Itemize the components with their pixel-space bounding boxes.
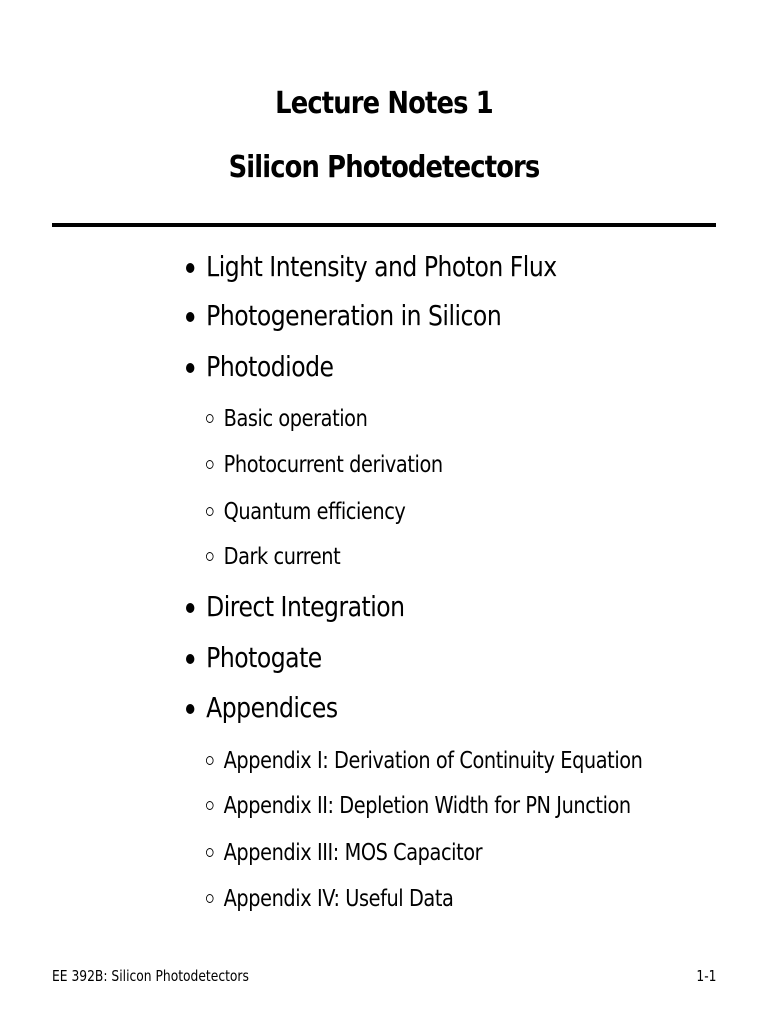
outline-subitem: [206, 747, 642, 775]
outline-subitem: [206, 885, 453, 913]
outline-subitem-text: Appendix III: MOS Capacitor: [223, 840, 483, 866]
outline-subitem-text: Appendix I: Derivation of Continuity Equation: [223, 748, 643, 774]
outline-item: [186, 641, 322, 675]
footer-course-title: EE 392B: Silicon Photodetectors: [52, 967, 249, 985]
circle-bullet-icon: [206, 552, 214, 561]
circle-bullet-icon: [206, 894, 214, 903]
outline-item: [186, 299, 501, 333]
outline-item-text: Photogate: [206, 641, 322, 674]
circle-bullet-icon: [206, 801, 214, 810]
outline-subitem: [206, 405, 367, 433]
outline-subitem-text: Basic operation: [223, 406, 368, 432]
outline-item: [186, 250, 557, 284]
outline-item-text: Direct Integration: [206, 590, 405, 623]
bullet-icon: [186, 263, 194, 273]
outline-subitem-text: Dark current: [223, 544, 341, 570]
bullet-icon: [186, 654, 194, 664]
outline-subitem: [206, 498, 405, 526]
outline-subitem-text: Appendix II: Depletion Width for PN Junction: [223, 793, 631, 819]
circle-bullet-icon: [206, 460, 214, 469]
bullet-icon: [186, 363, 194, 373]
outline-item: [186, 590, 405, 624]
outline-subitem: [206, 792, 631, 820]
bullet-icon: [186, 603, 194, 613]
outline-subitem-text: Appendix IV: Useful Data: [223, 886, 454, 912]
outline-subitem: [206, 839, 482, 867]
outline-item: [186, 350, 333, 384]
circle-bullet-icon: [206, 414, 214, 423]
outline-subitem-text: Quantum efficiency: [223, 499, 406, 525]
footer-page-number: 1-1: [695, 967, 716, 985]
outline-subitem: [206, 543, 340, 571]
bullet-icon: [186, 704, 194, 714]
outline-item: [186, 691, 338, 725]
outline-item-text: Photogeneration in Silicon: [206, 299, 502, 332]
circle-bullet-icon: [206, 756, 214, 765]
outline-subitem-text: Photocurrent derivation: [223, 452, 443, 478]
outline-item-text: Photodiode: [206, 350, 334, 383]
page-subtitle: Silicon Photodetectors: [228, 150, 540, 185]
outline-subitem: [206, 451, 443, 479]
outline-item-text: Light Intensity and Photon Flux: [206, 250, 557, 283]
title-divider: [52, 223, 716, 227]
outline-item-text: Appendices: [206, 691, 338, 724]
page-title: Lecture Notes 1: [275, 86, 493, 121]
circle-bullet-icon: [206, 507, 214, 516]
bullet-icon: [186, 312, 194, 322]
circle-bullet-icon: [206, 848, 214, 857]
